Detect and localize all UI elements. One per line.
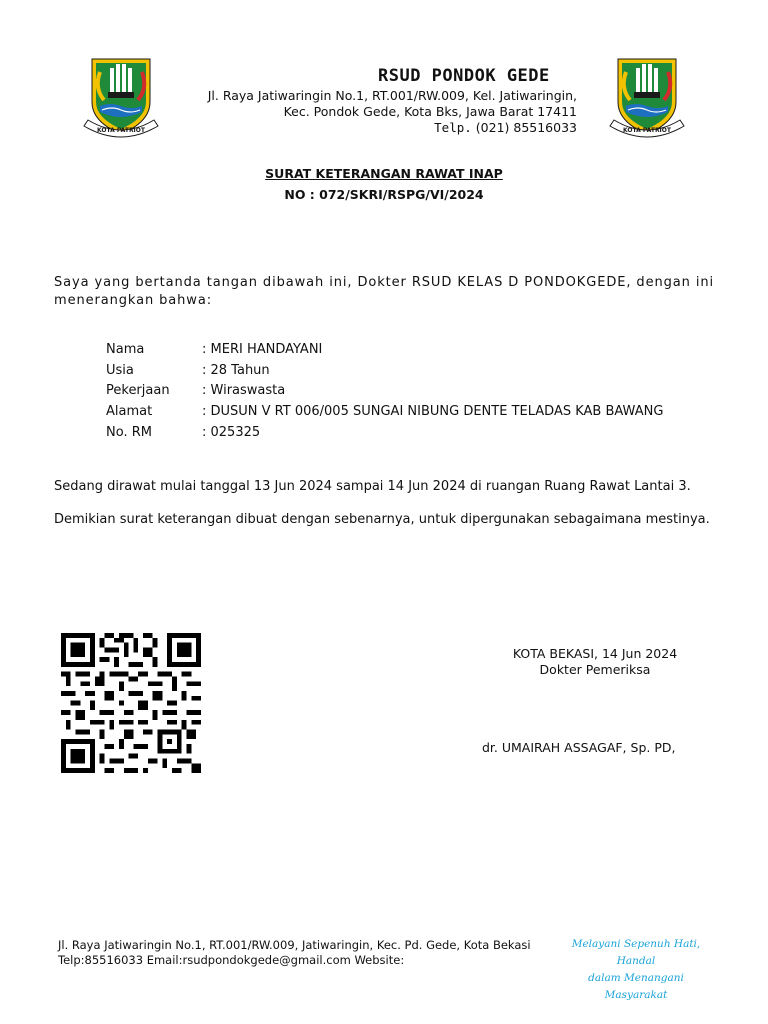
patient-label: Alamat xyxy=(106,404,153,419)
signature-place-date: KOTA BEKASI, 14 Jun 2024 xyxy=(512,646,678,661)
closing-statement: Demikian surat keterangan dibuat dengan sebenarnya, untuk dipergunakan sebagaimana mestinya. xyxy=(54,512,710,527)
telephone xyxy=(434,120,577,135)
telp-value: (021) 85516033 xyxy=(475,120,577,135)
doctor-name: dr. UMAIRAH ASSAGAF, Sp. PD, xyxy=(482,740,676,755)
patient-value: : 28 Tahun xyxy=(202,363,270,378)
qr-code xyxy=(58,633,204,773)
hospital-motto xyxy=(556,936,716,1004)
footer-address: Jl. Raya Jatiwaringin No.1, RT.001/RW.009, Jatiwaringin, Kec. Pd. Gede, Kota Bekasi xyxy=(58,938,531,952)
document-title-text: SURAT KETERANGAN RAWAT INAP xyxy=(265,166,503,181)
patient-label: No. RM xyxy=(106,425,152,440)
kota-bekasi-crest-left xyxy=(80,56,162,146)
patient-label: Nama xyxy=(106,342,145,357)
document-number: NO : 072/SKRI/RSPG/VI/2024 xyxy=(284,187,484,202)
treatment-statement: Sedang dirawat mulai tanggal 13 Jun 2024 sampai 14 Jun 2024 di ruangan Ruang Rawat Lantai 3. xyxy=(54,479,691,494)
motto-line-1: Melayani Sepenuh Hati, Handal xyxy=(571,938,701,967)
address-line-1: Jl. Raya Jatiwaringin No.1, RT.001/RW.009, Kel. Jatiwaringin, xyxy=(207,88,577,103)
footer-contact: Telp:85516033 Email:rsudpondokgede@gmail.com Website: xyxy=(58,953,405,967)
patient-value: : Wiraswasta xyxy=(202,383,286,398)
patient-value: : DUSUN V RT 006/005 SUNGAI NIBUNG DENTE TELADAS KAB BAWANG xyxy=(202,404,664,419)
logo-left-text: KOTA PATRIOT xyxy=(96,127,146,134)
logo-right-text: KOTA PATRIOT xyxy=(622,127,672,134)
telp-label: Telp. xyxy=(434,120,472,135)
motto-line-2: dalam Menangani Masyarakat xyxy=(588,972,684,1001)
document-title xyxy=(0,166,768,181)
patient-label: Usia xyxy=(106,363,134,378)
hospital-name: RSUD PONDOK GEDE xyxy=(378,66,550,86)
intro-paragraph: Saya yang bertanda tangan dibawah ini, Dokter RSUD KELAS D PONDOKGEDE, dengan ini menerangkan bahwa: xyxy=(54,275,714,308)
signature-role: Dokter Pemeriksa xyxy=(539,662,651,677)
address-line-2: Kec. Pondok Gede, Kota Bks, Jawa Barat 17411 xyxy=(283,104,577,119)
patient-value: : MERI HANDAYANI xyxy=(202,342,323,357)
patient-label: Pekerjaan xyxy=(106,383,170,398)
patient-value: : 025325 xyxy=(202,425,261,440)
